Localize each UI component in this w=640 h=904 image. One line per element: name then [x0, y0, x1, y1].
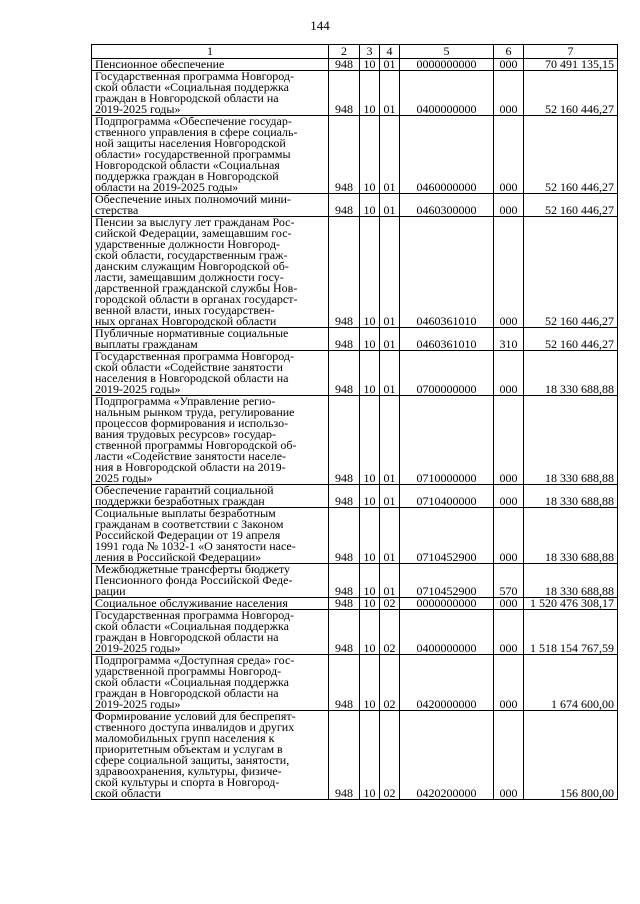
section-code-cell: 10: [360, 194, 380, 217]
table-row: [92, 217, 618, 328]
ministry-code-cell: 948: [329, 217, 360, 328]
header-cell: 3: [360, 45, 380, 59]
section-code-cell: 10: [360, 116, 380, 194]
section-code-cell: 10: [360, 328, 380, 351]
ministry-code-cell: 948: [329, 711, 360, 800]
amount-cell: 1 518 154 767,59: [524, 610, 618, 655]
section-code-cell: 10: [360, 508, 380, 564]
page-number: 144: [310, 18, 330, 33]
amount-cell: 18 330 688,88: [524, 396, 618, 485]
row-name-cell: Пенсионное обеспечение: [92, 59, 329, 71]
row-name-cell: Подпрограмма «Управление регио- нальным рынком труда, регулирование процессов формирования и использо- вания трудовых ресурсов» государ- ственной программы Новгородской об- ласти «Содействие занятости населе- ния в Новгородской области на 2019- 2025 годы»: [92, 396, 329, 485]
amount-cell: 52 160 446,27: [524, 328, 618, 351]
target-article-cell: 0700000000: [400, 351, 494, 396]
target-article-cell: 0420000000: [400, 655, 494, 711]
target-article-cell: 0710000000: [400, 396, 494, 485]
table-row: [92, 71, 618, 116]
ministry-code-cell: 948: [329, 655, 360, 711]
target-article-cell: 0400000000: [400, 610, 494, 655]
amount-cell: 70 491 135,15: [524, 59, 618, 71]
header-cell: 2: [329, 45, 360, 59]
amount-cell: 18 330 688,88: [524, 485, 618, 508]
expense-type-cell: 570: [494, 564, 524, 598]
target-article-cell: 0710452900: [400, 508, 494, 564]
amount-cell: 18 330 688,88: [524, 564, 618, 598]
target-article-cell: 0710452900: [400, 564, 494, 598]
amount-cell: 18 330 688,88: [524, 351, 618, 396]
section-code-cell: 10: [360, 396, 380, 485]
row-name-cell: Пенсии за выслугу лет гражданам Рос- сийской Федерации, замещавшим гос- ударственные должности Новгород- ской области, государственным граж- данским служащим Новгородской об- ласти, замещавшим должности госу- дарственной гражданской службы Нов- городской области в органах государст- венной власти, иных государствен- ных органах Новгородской области: [92, 217, 329, 328]
row-name-cell: Обеспечение гарантий социальной поддержки безработных граждан: [92, 485, 329, 508]
subsection-code-cell: 01: [380, 564, 400, 598]
expense-type-cell: 000: [494, 217, 524, 328]
amount-cell: 156 800,00: [524, 711, 618, 800]
ministry-code-cell: 948: [329, 610, 360, 655]
section-code-cell: 10: [360, 711, 380, 800]
target-article-cell: 0000000000: [400, 59, 494, 71]
subsection-code-cell: 01: [380, 59, 400, 71]
expense-type-cell: 000: [494, 59, 524, 71]
header-cell: 6: [494, 45, 524, 59]
table-row: [92, 116, 618, 194]
table-row: [92, 351, 618, 396]
amount-cell: 52 160 446,27: [524, 116, 618, 194]
amount-cell: 18 330 688,88: [524, 508, 618, 564]
row-name-cell: Подпрограмма «Доступная среда» гос- ударственной программы Новгород- ской области «Социальная поддержка граждан в Новгородской области на 2019-2025 годы»: [92, 655, 329, 711]
subsection-code-cell: 02: [380, 610, 400, 655]
row-name-cell: Государственная программа Новгород- ской области «Социальная поддержка граждан в Новгородской области на 2019-2025 годы»: [92, 610, 329, 655]
subsection-code-cell: 02: [380, 711, 400, 800]
expense-type-cell: 000: [494, 396, 524, 485]
target-article-cell: 0420200000: [400, 711, 494, 800]
ministry-code-cell: 948: [329, 351, 360, 396]
amount-cell: 52 160 446,27: [524, 217, 618, 328]
amount-cell: 52 160 446,27: [524, 194, 618, 217]
amount-cell: 52 160 446,27: [524, 71, 618, 116]
expense-type-cell: 000: [494, 655, 524, 711]
header-cell: 1: [92, 45, 329, 59]
ministry-code-cell: 948: [329, 194, 360, 217]
subsection-code-cell: 02: [380, 655, 400, 711]
expense-type-cell: 000: [494, 71, 524, 116]
expense-type-cell: 000: [494, 194, 524, 217]
expense-type-cell: 310: [494, 328, 524, 351]
section-code-cell: 10: [360, 610, 380, 655]
subsection-code-cell: 01: [380, 351, 400, 396]
subsection-code-cell: 01: [380, 485, 400, 508]
row-name-cell: Государственная программа Новгород- ской области «Содействие занятости населения в Новгородской области на 2019-2025 годы»: [92, 351, 329, 396]
header-cell: 5: [400, 45, 494, 59]
row-name-cell: Обеспечение иных полномочий мини- стерства: [92, 194, 329, 217]
expense-type-cell: 000: [494, 116, 524, 194]
expense-type-cell: 000: [494, 711, 524, 800]
expense-type-cell: 000: [494, 598, 524, 610]
table-row: [92, 711, 618, 800]
ministry-code-cell: 948: [329, 564, 360, 598]
header-cell: 7: [524, 45, 618, 59]
ministry-code-cell: 948: [329, 71, 360, 116]
ministry-code-cell: 948: [329, 116, 360, 194]
subsection-code-cell: 01: [380, 116, 400, 194]
table-row: [92, 396, 618, 485]
table-row: [92, 328, 618, 351]
row-name-cell: Публичные нормативные социальные выплаты гражданам: [92, 328, 329, 351]
ministry-code-cell: 948: [329, 59, 360, 71]
expense-type-cell: 000: [494, 508, 524, 564]
subsection-code-cell: 01: [380, 194, 400, 217]
row-name-cell: Социальные выплаты безработным гражданам в соответствии с Законом Российской Федерации от 19 апреля 1991 года № 1032-1 «О занятости насе- ления в Российской Федерации»: [92, 508, 329, 564]
ministry-code-cell: 948: [329, 598, 360, 610]
target-article-cell: 0460361010: [400, 217, 494, 328]
ministry-code-cell: 948: [329, 328, 360, 351]
section-code-cell: 10: [360, 351, 380, 396]
row-name-cell: Формирование условий для беспрепят- ственного доступа инвалидов и других маломобильных групп населения к приоритетным объектам и услугам в сфере социальной защиты, занятости, здравоохранения, культуры, физиче- ской культуры и спорта в Новгород- ской области: [92, 711, 329, 800]
ministry-code-cell: 948: [329, 396, 360, 485]
header-cell: 4: [380, 45, 400, 59]
budget-table: [91, 44, 618, 800]
target-article-cell: 0000000000: [400, 598, 494, 610]
target-article-cell: 0710400000: [400, 485, 494, 508]
section-code-cell: 10: [360, 217, 380, 328]
target-article-cell: 0460300000: [400, 194, 494, 217]
table-row: [92, 564, 618, 598]
subsection-code-cell: 01: [380, 71, 400, 116]
target-article-cell: 0460361010: [400, 328, 494, 351]
table-row: [92, 508, 618, 564]
ministry-code-cell: 948: [329, 485, 360, 508]
subsection-code-cell: 02: [380, 598, 400, 610]
target-article-cell: 0460000000: [400, 116, 494, 194]
subsection-code-cell: 01: [380, 508, 400, 564]
row-name-cell: Социальное обслуживание населения: [92, 598, 329, 610]
subsection-code-cell: 01: [380, 396, 400, 485]
section-code-cell: 10: [360, 485, 380, 508]
section-code-cell: 10: [360, 59, 380, 71]
expense-type-cell: 000: [494, 610, 524, 655]
expense-type-cell: 000: [494, 351, 524, 396]
expense-type-cell: 000: [494, 485, 524, 508]
row-name-cell: Межбюджетные трансферты бюджету Пенсионного фонда Российской Феде- рации: [92, 564, 329, 598]
table-row: [92, 485, 618, 508]
table-row: [92, 655, 618, 711]
table-row: [92, 610, 618, 655]
row-name-cell: Государственная программа Новгород- ской области «Социальная поддержка граждан в Новгородской области на 2019-2025 годы»: [92, 71, 329, 116]
ministry-code-cell: 948: [329, 508, 360, 564]
subsection-code-cell: 01: [380, 217, 400, 328]
section-code-cell: 10: [360, 71, 380, 116]
amount-cell: 1 674 600,00: [524, 655, 618, 711]
amount-cell: 1 520 476 308,17: [524, 598, 618, 610]
target-article-cell: 0400000000: [400, 71, 494, 116]
row-name-cell: Подпрограмма «Обеспечение государ- ственного управления в сфере социаль- ной защиты населения Новгородской области» государственной программы Новгородской области «Социальная поддержка граждан в Новгородской области на 2019-2025 годы»: [92, 116, 329, 194]
subsection-code-cell: 01: [380, 328, 400, 351]
section-code-cell: 10: [360, 655, 380, 711]
table-row: [92, 194, 618, 217]
section-code-cell: 10: [360, 564, 380, 598]
section-code-cell: 10: [360, 598, 380, 610]
